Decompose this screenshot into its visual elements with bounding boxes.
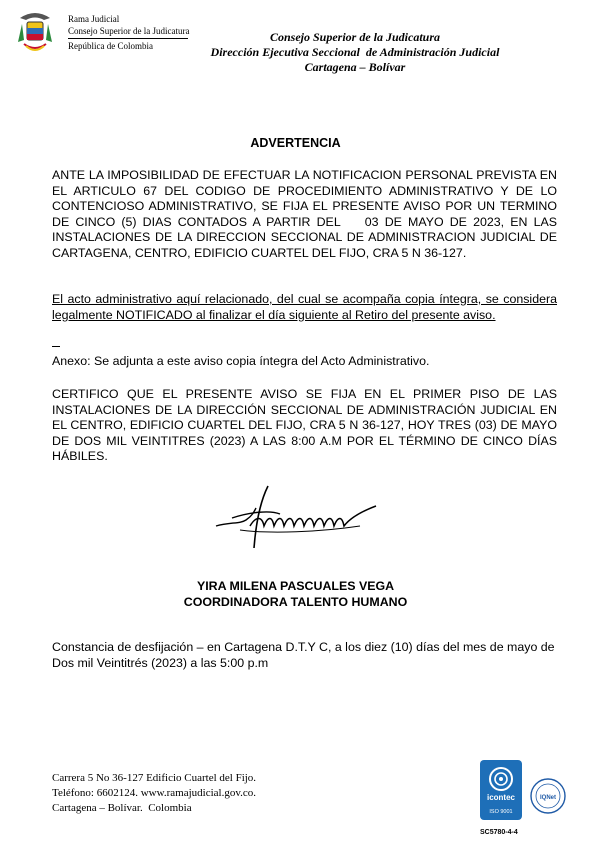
certificate-code: SC5780-4-4 bbox=[480, 829, 518, 836]
notice-paragraph: ANTE LA IMPOSIBILIDAD DE EFECTUAR LA NOTIFICACION PERSONAL PREVISTA EN EL ARTICULO 67 DEL CODIGO DE PROCEDIMIENTO ADMINISTRATIVO Y DE LO CONTENCIOSO ADMINISTRATIVO, SE FIJA EL PRESENTE AVISO POR UN TERMINO DE CINCO (5) DIAS CONTADOS A PARTIR DEL 03 DE MAYO DE 2023, EN LAS INSTALACIONES DE LA DIRECCION SECCIONAL DE ADMINISTRACION JUDICIAL DE CARTAGENA, CENTRO, EDIFICIO CUARTEL DEL FIJO, CRA 5 N 36-127. bbox=[52, 168, 561, 260]
certification-paragraph: CERTIFICO QUE EL PRESENTE AVISO SE FIJA EN EL PRIMER PISO DE LAS INSTALACIONES DE LA DIRECCIÓN SECCIONAL DE ADMINISTRACIÓN JUDICIAL EN EL CENTRO, EDIFICIO CUARTEL DEL FIJO, CRA 5 N 36-127, HOY TRES (03) DE MAYO DE DOS MIL VEINTITRES (2023) A LAS 8:00 A.M POR EL TÉRMINO DE CINCO DÍAS HÁBILES. bbox=[52, 387, 557, 464]
signer-role: COORDINADORA TALENTO HUMANO bbox=[183, 595, 408, 609]
header-title bbox=[160, 30, 550, 75]
header-title-line-2: Dirección Ejecutiva Seccional de Administración Judicial bbox=[210, 45, 500, 59]
footer-line-1: Carrera 5 No 36-127 Edificio Cuartel del Fijo. bbox=[52, 772, 257, 784]
iso-label: ISO 9001 bbox=[489, 809, 513, 815]
notification-paragraph: El acto administrativo aquí relacionado, del cual se acompaña copia íntegra, se considera legalmente NOTIFICADO al finalizar el día siguiente al Retiro del presente aviso. bbox=[52, 292, 557, 322]
org-line-3: República de Colombia bbox=[68, 41, 153, 51]
iqnet-label: IQNet bbox=[539, 795, 557, 801]
org-line-2: Consejo Superior de la Judicatura bbox=[68, 26, 190, 36]
footer-line-2: Teléfono: 6602124. www.ramajudicial.gov.co. bbox=[52, 787, 256, 799]
header-title-line-3: Cartagena – Bolívar bbox=[304, 60, 406, 74]
icontec-label: icontec bbox=[486, 793, 516, 802]
signer-name: YIRA MILENA PASCUALES VEGA bbox=[196, 579, 395, 593]
footer-line-3: Cartagena – Bolívar. Colombia bbox=[52, 802, 192, 814]
footer-address bbox=[52, 771, 256, 816]
header-title-line-1: Consejo Superior de la Judicatura bbox=[269, 30, 441, 44]
colombia-coat-of-arms-icon bbox=[14, 10, 56, 56]
annex-paragraph: Anexo: Se adjunta a este aviso copia íntegra del Acto Administrativo. bbox=[52, 354, 430, 368]
certification-logos bbox=[480, 760, 570, 820]
underline-mark bbox=[52, 346, 60, 347]
signer-block bbox=[0, 578, 591, 610]
org-line-1: Rama Judicial bbox=[68, 14, 120, 24]
handwritten-signature bbox=[210, 482, 390, 552]
unposting-record-paragraph: Constancia de desfijación – en Cartagena D.T.Y C, a los diez (10) días del mes de mayo de Dos mil Veintitrés (2023) a las 5:00 p.m bbox=[52, 640, 555, 670]
document-title: ADVERTENCIA bbox=[250, 136, 341, 150]
